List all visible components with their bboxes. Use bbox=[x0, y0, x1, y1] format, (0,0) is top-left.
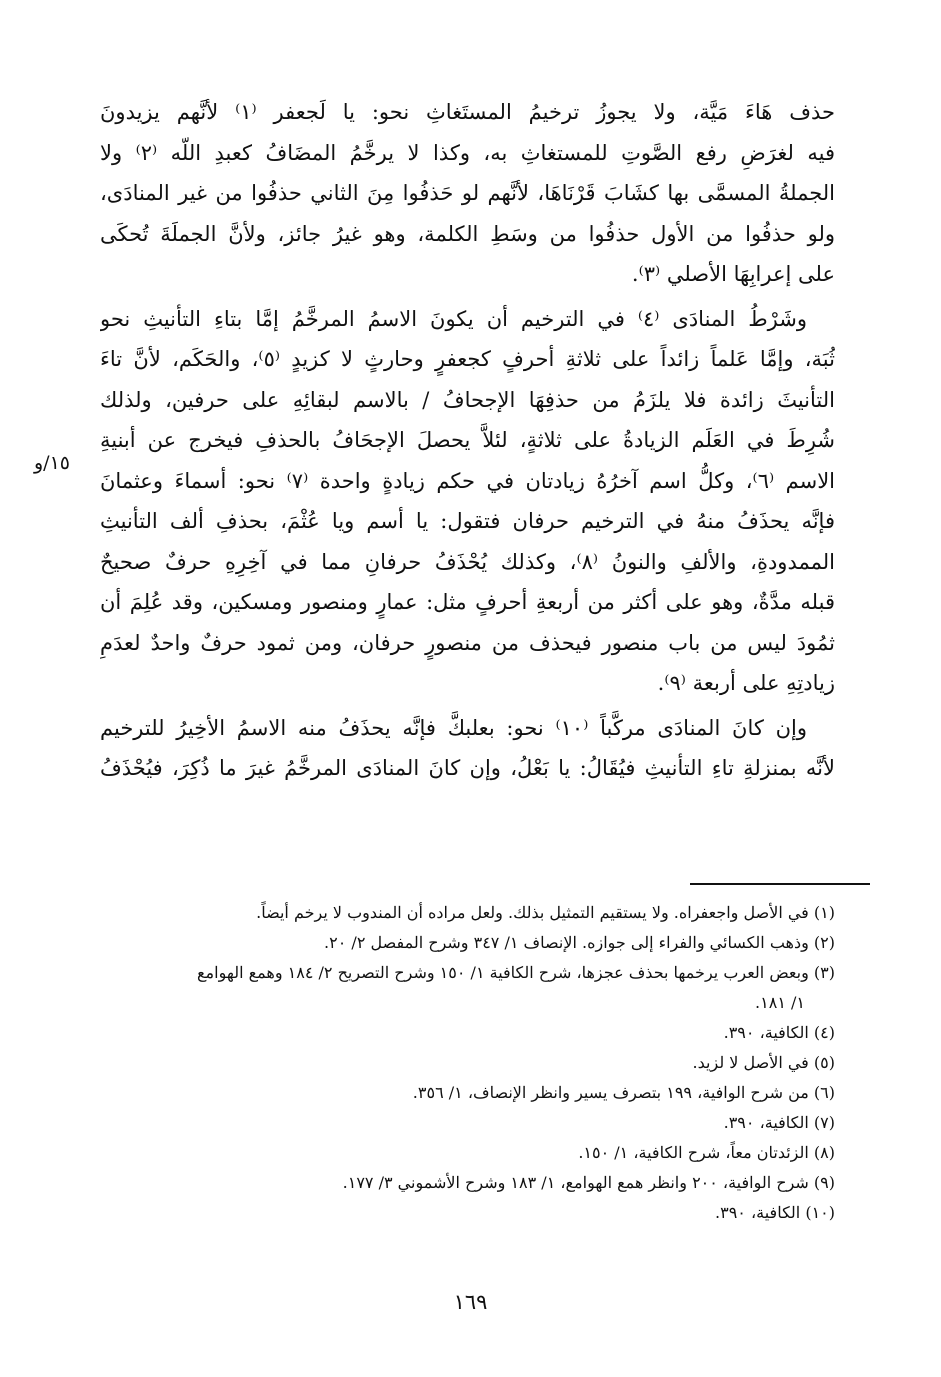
footnote: (٩) شرح الوافية، ٢٠٠ وانظر همع الهوامع، ١/ ١٨٣ وشرح الأشموني ٣/ ١٧٧. bbox=[342, 1173, 835, 1192]
footnote: (٥) في الأصل لا لزيد. bbox=[692, 1053, 835, 1072]
text-line: فيه لغرَضِ رفع الصَّوتِ للمستغاثِ به، وكذا لا يرخَّمُ المضَافُ كعبدِ اللّه ⁽٢⁾ ولا bbox=[100, 140, 835, 165]
text-line: زيادتِهِ على أربعة ⁽٩⁾. bbox=[657, 671, 835, 695]
margin-folio-note: ١٥/و bbox=[34, 452, 70, 474]
footnote: (٨) الزئدتان معاً، شرح الكافية، ١/ ١٥٠. bbox=[578, 1143, 835, 1162]
text-line: الممدودةِ، والألفِ والنونُ ⁽٨⁾، وكذلك يُحْذَفُ حرفانِ مما في آخِرِهِ حرفٌ صحيحٌ bbox=[100, 549, 835, 574]
text-line: شُرِطَ في العَلَم الزيادةُ على ثلاثةٍ، لئلاَّ يحصلَ الإجحَافُ بالحذفِ فيخرج عن أبنيةِ bbox=[100, 428, 835, 452]
footnote: (١) في الأصل واجعفراه. ولا يستقيم التمثيل بذلك. ولعل مراده أن المندوب لا يرخم أيضاً. bbox=[256, 903, 835, 922]
text-line: قبله مدَّةٌ، وهو على أكثر من أربعةِ أحرفٍ مثل: عمارٍ ومنصور ومسكين، وقد عُلِمَ أن bbox=[100, 590, 835, 614]
text-line: على إعرابِهَا الأصلي ⁽٣⁾. bbox=[631, 262, 835, 286]
footnotes bbox=[100, 898, 835, 1228]
footnote: (٦) من شرح الوافية، ١٩٩ بتصرف يسير وانظر الإنصاف، ١/ ٣٥٦. bbox=[412, 1083, 835, 1102]
main-text bbox=[100, 92, 835, 789]
page-number: ١٦٩ bbox=[453, 1290, 488, 1314]
footnote: (٧) الكافية، ٣٩٠. bbox=[723, 1113, 835, 1132]
text-line: وإن كانَ المنادَى مركَّباً ⁽١٠⁾ نحو: بعلبكَّ فإنَّه يحذَفُ منه الاسمُ الأخِيرُ للترخيم bbox=[100, 715, 807, 740]
footnote: (٢) وذهب الكسائي والفراء إلى جوازه. الإنصاف ١/ ٣٤٧ وشرح المفصل ٢/ ٢٠. bbox=[324, 933, 835, 952]
footnote-continuation: ١/ ١٨١. bbox=[755, 993, 805, 1012]
footnote: (٤) الكافية، ٣٩٠. bbox=[723, 1023, 835, 1042]
text-line: فإنَّه يحذَفُ منهُ في الترخيم حرفان فتقول: يا أسم ويا عُثْمَ، بحذفِ ألف التأنيثِ bbox=[100, 509, 835, 533]
text-line: الاسم ⁽٦⁾، وكلُّ اسم آخرُهُ زيادتان في حكم زيادةٍ واحدة ⁽٧⁾ نحو: أسماءَ وعثمانَ bbox=[100, 468, 835, 493]
text-line: ثُبَة، وإمَّا عَلماً زائداً على ثلاثةِ أحرفٍ كجعفرٍ وحارثٍ لا كزيدٍ ⁽٥⁾، والحَكَم، لأنَّ تاءَ bbox=[100, 347, 835, 371]
text-line: حذف هَاءَ مَيَّة، ولا يجوزُ ترخيمُ المستَغاثِ نحو: يا لَجعفر ⁽١⁾ لأنَّهم يزيدونَ bbox=[100, 100, 835, 124]
paragraph-3 bbox=[100, 708, 835, 789]
text-line: ولو حذفُوا من الأول حذفُوا من وسَطِ الكلمة، وهو غيرُ جائز، ولأنَّ الجملَةَ تُحكَى bbox=[100, 221, 835, 246]
footnote: (١٠) الكافية، ٣٩٠. bbox=[715, 1203, 835, 1222]
paragraph-2 bbox=[100, 299, 835, 704]
text-line: الجملةُ المسمَّى بها كشَابَ قَرْنَاهَا، لأنَّهم لو حَذفُوا مِنَ الثاني حذفُوا من غير المنادَى، bbox=[100, 181, 835, 205]
text-line: وشَرْطُ المنادَى ⁽٤⁾ في الترخيم أن يكونَ الاسمُ المرخَّمُ إمَّا بتاءِ التأنيثِ نحو bbox=[100, 306, 807, 331]
text-line: التأنيثَ زائدة فلا يلزَمُ من حذفِهَا الإجحافُ / بالاسم لبقائِهِ على حرفين، ولذلك bbox=[100, 387, 835, 412]
text-line: لأنَّه بمنزلةِ تاءِ التأنيثِ فيُقَالُ: يا بَعْلُ، وإن كانَ المنادَى المرخَّمُ غيرَ ما ذُكِرَ، فيُحْذَفُ bbox=[100, 756, 835, 780]
paragraph-1 bbox=[100, 92, 835, 295]
text-line: ثمُودَ ليس من باب منصور فيحذف من منصورٍ حرفان، ومن ثمود حرفٌ واحدٌ لعدَمِ bbox=[100, 630, 835, 655]
footnote-separator bbox=[690, 883, 870, 885]
footnote: (٣) وبعض العرب يرخمها بحذف عجزها، شرح الكافية ١/ ١٥٠ وشرح التصريح ٢/ ١٨٤ وهمع الهوامع bbox=[197, 963, 835, 982]
